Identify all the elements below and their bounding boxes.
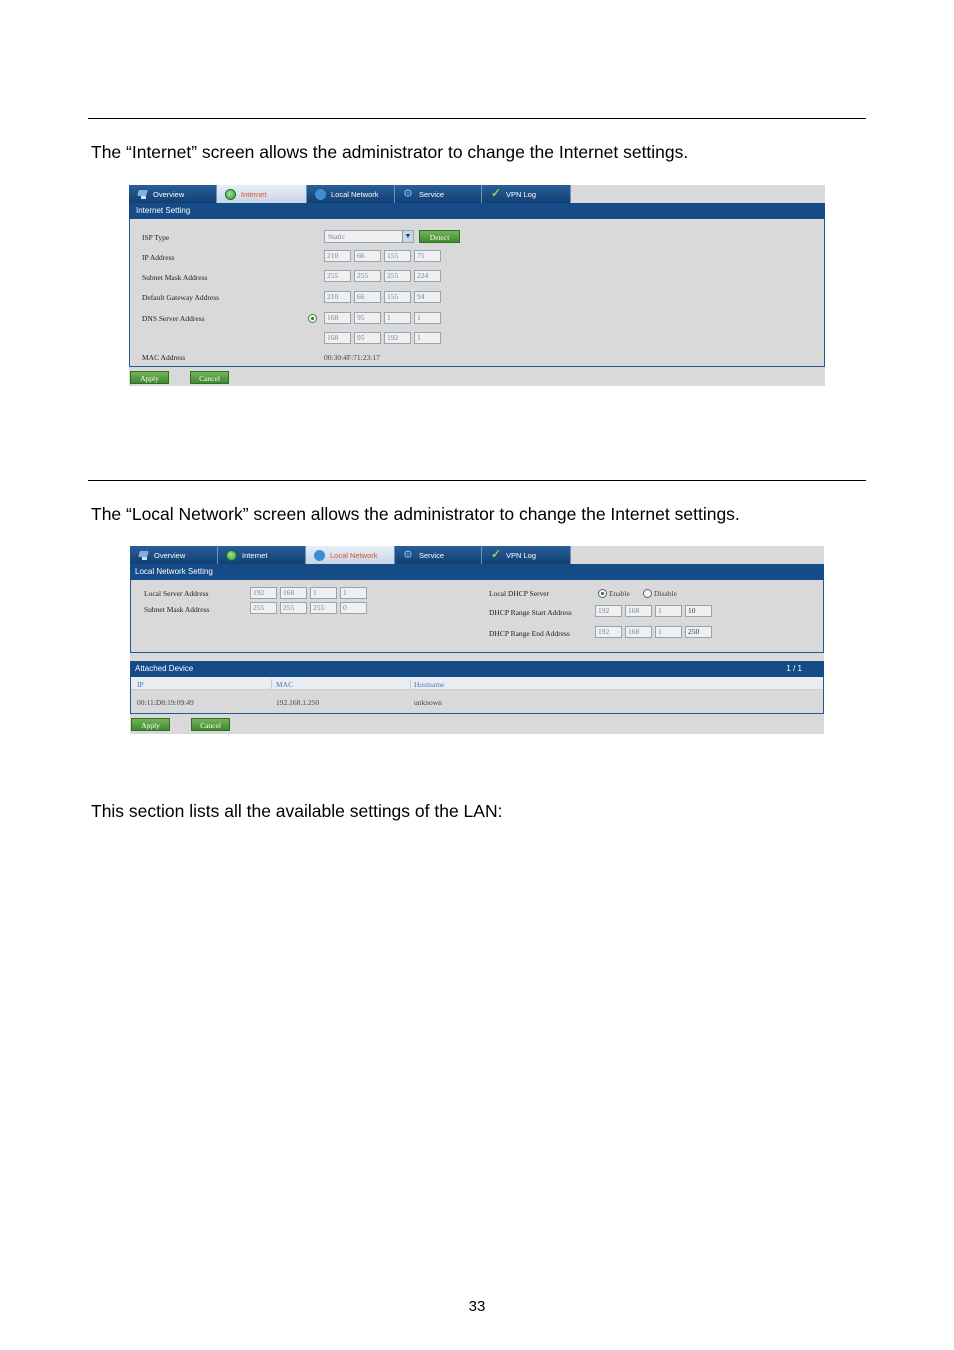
cancel-button[interactable]: Cancel xyxy=(191,718,230,731)
dns2-octet-4[interactable]: 1 xyxy=(414,332,441,344)
lan-settings-intro-text: This section lists all the available settings of the LAN: xyxy=(91,801,503,821)
detect-button[interactable]: Detect xyxy=(419,230,460,243)
column-hostname: Hostname xyxy=(414,680,445,689)
subnet-mask-label: Subnet Mask Address xyxy=(142,273,208,282)
end-octet-2[interactable]: 168 xyxy=(625,626,652,638)
tab-service[interactable]: ⚙ Service xyxy=(395,185,482,203)
globe-icon xyxy=(226,550,237,561)
tab-internet[interactable]: Internet xyxy=(217,185,307,203)
apply-button[interactable]: Apply xyxy=(130,371,169,384)
dhcp-server-label: Local DHCP Server xyxy=(489,589,550,598)
network-icon xyxy=(314,550,325,561)
dns2-octet-2[interactable]: 95 xyxy=(354,332,381,344)
mask-octet-2[interactable]: 255 xyxy=(280,602,307,614)
gateway-octet-4[interactable]: 94 xyxy=(414,291,441,303)
ip-octet-1[interactable]: 210 xyxy=(324,250,351,262)
page-number: 33 xyxy=(468,1298,486,1315)
column-mac: MAC xyxy=(276,680,294,689)
ip-octet-2[interactable]: 66 xyxy=(354,250,381,262)
cancel-button[interactable]: Cancel xyxy=(190,371,229,384)
nav-tabs xyxy=(130,546,571,564)
monitor-icon xyxy=(138,550,149,561)
column-divider xyxy=(410,679,411,689)
gateway-octet-2[interactable]: 66 xyxy=(354,291,381,303)
dns2-octet-3[interactable]: 192 xyxy=(384,332,411,344)
end-octet-3[interactable]: 1 xyxy=(655,626,682,638)
subnet-octet-3[interactable]: 255 xyxy=(384,270,411,282)
internet-setting-header: Internet Setting xyxy=(129,203,825,219)
internet-intro-text: The “Internet” screen allows the administrator to change the Internet settings. xyxy=(91,142,689,162)
subnet-octet-4[interactable]: 224 xyxy=(414,270,441,282)
tab-local-network[interactable]: Local Network xyxy=(307,185,395,203)
monitor-icon xyxy=(137,189,148,200)
local-network-form xyxy=(130,580,824,653)
gear-icon xyxy=(403,189,414,200)
end-octet-4[interactable]: 250 xyxy=(685,626,712,638)
isp-type-label: ISP Type xyxy=(142,233,170,242)
gear-icon xyxy=(403,550,414,561)
attached-device-header xyxy=(130,661,824,677)
dns2-octet-1[interactable]: 168 xyxy=(324,332,351,344)
checkmark-icon xyxy=(490,189,501,200)
dhcp-disable-radio[interactable] xyxy=(643,589,652,598)
checkmark-icon xyxy=(490,550,501,561)
start-octet-4[interactable]: 10 xyxy=(685,605,712,617)
apply-button[interactable]: Apply xyxy=(131,718,170,731)
mac-address-value: 00:30:4F:71:23:17 xyxy=(324,353,380,362)
start-octet-2[interactable]: 168 xyxy=(625,605,652,617)
row-hostname-cell: unknown xyxy=(414,698,442,707)
server-octet-2[interactable]: 168 xyxy=(280,587,307,599)
separator-line-2 xyxy=(88,480,866,481)
dns1-octet-1[interactable]: 168 xyxy=(324,312,351,324)
tab-overview[interactable]: Overview xyxy=(130,546,218,564)
tab-local-network[interactable]: Local Network xyxy=(306,546,395,564)
mask-octet-4[interactable]: 0 xyxy=(340,602,367,614)
gateway-octet-1[interactable]: 210 xyxy=(324,291,351,303)
gateway-label: Default Gateway Address xyxy=(142,293,220,302)
subnet-octet-2[interactable]: 255 xyxy=(354,270,381,282)
mask-octet-1[interactable]: 255 xyxy=(250,602,277,614)
internet-form xyxy=(129,219,825,367)
nav-tabs xyxy=(129,185,571,203)
local-network-setting-header: Local Network Setting xyxy=(130,564,824,580)
local-network-screenshot xyxy=(130,546,824,734)
column-divider xyxy=(271,679,272,689)
table-header-row xyxy=(131,677,823,690)
dns1-octet-2[interactable]: 95 xyxy=(354,312,381,324)
local-server-label: Local Server Address xyxy=(144,589,209,598)
column-ip: IP xyxy=(137,680,144,689)
row-ip-cell: 00:11:D8:19:09:49 xyxy=(137,698,194,707)
mask-octet-3[interactable]: 255 xyxy=(310,602,337,614)
separator-line-1 xyxy=(88,118,866,119)
internet-screenshot xyxy=(129,185,825,386)
row-mac-cell: 192.168.1.250 xyxy=(276,698,320,707)
dhcp-end-label: DHCP Range End Address xyxy=(489,629,570,638)
ip-octet-4[interactable]: 75 xyxy=(414,250,441,262)
ip-address-label: IP Address xyxy=(142,253,175,262)
tab-vpn-log[interactable]: ✓ VPN Log xyxy=(482,185,571,203)
start-octet-1[interactable]: 192 xyxy=(595,605,622,617)
chevron-down-icon: ▼ xyxy=(402,231,413,242)
gateway-octet-3[interactable]: 155 xyxy=(384,291,411,303)
tab-overview[interactable]: Overview xyxy=(129,185,217,203)
dhcp-enable-label: Enable xyxy=(609,589,630,598)
dns1-octet-4[interactable]: 1 xyxy=(414,312,441,324)
dns1-octet-3[interactable]: 1 xyxy=(384,312,411,324)
start-octet-3[interactable]: 1 xyxy=(655,605,682,617)
server-octet-1[interactable]: 192 xyxy=(250,587,277,599)
mac-address-label: MAC Address xyxy=(142,353,186,362)
pager-text: 1 / 1 xyxy=(786,664,802,673)
attached-device-title: Attached Device xyxy=(135,664,194,673)
dns-manual-radio[interactable] xyxy=(308,314,317,323)
dns-server-label: DNS Server Address xyxy=(142,314,205,323)
tab-vpn-log[interactable]: ✓ VPN Log xyxy=(482,546,571,564)
end-octet-1[interactable]: 192 xyxy=(595,626,622,638)
attached-device-table xyxy=(130,677,824,714)
tab-service[interactable]: ⚙ Service xyxy=(395,546,482,564)
dhcp-disable-label: Disable xyxy=(654,589,677,598)
local-network-intro-text: The “Local Network” screen allows the administrator to change the Internet settings. xyxy=(91,504,740,524)
ip-octet-3[interactable]: 155 xyxy=(384,250,411,262)
network-icon xyxy=(315,189,326,200)
subnet-mask-label: Subnet Mask Address xyxy=(144,605,210,614)
dhcp-start-label: DHCP Range Start Address xyxy=(489,608,572,617)
server-octet-3[interactable]: 1 xyxy=(310,587,337,599)
globe-icon xyxy=(225,189,236,200)
tab-internet[interactable]: Internet xyxy=(218,546,306,564)
isp-type-select[interactable]: Static ▼ xyxy=(324,230,414,243)
server-octet-4[interactable]: 1 xyxy=(340,587,367,599)
dhcp-enable-radio[interactable] xyxy=(598,589,607,598)
subnet-octet-1[interactable]: 255 xyxy=(324,270,351,282)
